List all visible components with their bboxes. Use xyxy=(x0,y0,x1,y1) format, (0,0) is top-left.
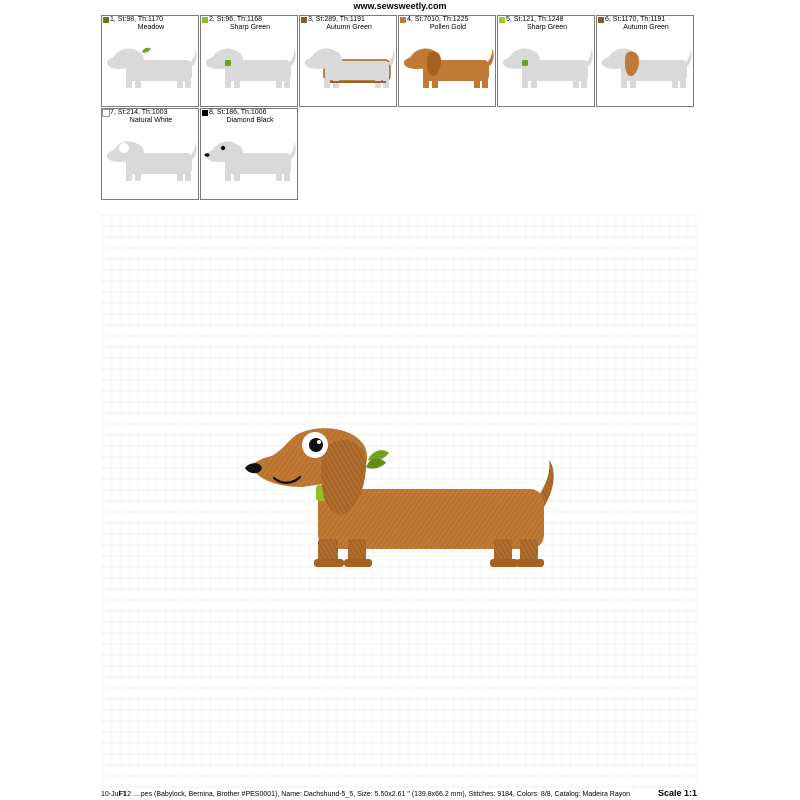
mini-tail xyxy=(586,48,593,66)
mini-leg xyxy=(276,78,282,88)
thread-name: Natural White xyxy=(129,117,173,124)
color-swatch xyxy=(202,17,208,23)
color-stop-cell xyxy=(200,108,298,200)
color-swatch xyxy=(103,110,109,116)
mini-leg xyxy=(185,171,191,181)
mini-leg xyxy=(680,78,686,88)
mini-leg xyxy=(630,78,636,88)
mini-leg xyxy=(225,78,231,88)
mini-tail xyxy=(685,48,692,66)
stop-info: 2, St:96, Th:1168 xyxy=(209,16,263,23)
mini-leg xyxy=(573,78,579,88)
color-swatch xyxy=(103,17,109,23)
color-stop-cell xyxy=(200,15,298,107)
mini-leg xyxy=(177,78,183,88)
mini-leg xyxy=(225,171,231,181)
site-header: www.sewsweetly.com xyxy=(353,1,447,11)
color-stop-cell xyxy=(101,108,199,200)
stop-info: 1, St:98, Th:1170 xyxy=(110,16,164,23)
mini-leg xyxy=(126,78,132,88)
mini-nose xyxy=(204,153,209,157)
color-swatch xyxy=(598,17,604,23)
mini-leg xyxy=(531,78,537,88)
footer-scale: Scale 1:1 xyxy=(657,790,697,798)
mini-tail xyxy=(289,141,296,159)
mini-tail xyxy=(487,48,494,66)
color-stop-cell xyxy=(497,15,595,107)
thread-name: Sharp Green xyxy=(526,24,568,31)
stop-info: 3, St:289, Th:1191 xyxy=(308,16,365,23)
color-swatch xyxy=(400,17,406,23)
mini-collar xyxy=(522,60,528,66)
color-swatch xyxy=(202,110,208,116)
color-swatch xyxy=(301,17,307,23)
thread-name: Autumn Green xyxy=(623,24,669,31)
footer-date: 10-Jul-1 xyxy=(101,791,127,798)
mini-leg xyxy=(276,171,282,181)
stop-info: 8, St:186, Th:1006 xyxy=(209,109,267,116)
color-stop-cell xyxy=(101,15,199,107)
mini-leg xyxy=(522,78,528,88)
mini-leg xyxy=(135,78,141,88)
mini-leg xyxy=(135,171,141,181)
mini-leg xyxy=(672,78,678,88)
mini-leg xyxy=(284,171,290,181)
mini-leg xyxy=(234,171,240,181)
color-swatch xyxy=(499,17,505,23)
mini-leg xyxy=(284,78,290,88)
stop-info: 6, St:1170, Th:1191 xyxy=(605,16,666,23)
mini-eye-white xyxy=(119,143,129,153)
dachshund-embroidery-preview xyxy=(240,415,570,585)
stop-info: 7, St:214, Th:1003 xyxy=(110,109,168,116)
mini-leg xyxy=(423,78,429,88)
paw xyxy=(344,559,372,567)
mini-leg xyxy=(621,78,627,88)
color-stop-cell xyxy=(398,15,496,107)
mini-tail xyxy=(190,141,197,159)
footer-details: F12 ....pes (Babylock, Bernina, Brother #PES0001), Name: Dachshund-5_5, Size: 5.50x2.61 " (139.8x66.2 mm), Stitches: 9184, Colors: 8/8, Catalog: Madeira Rayon xyxy=(119,791,631,798)
paw xyxy=(490,559,518,567)
thread-name: Sharp Green xyxy=(229,24,271,31)
mini-tail xyxy=(190,48,197,66)
thread-name: Meadow xyxy=(137,24,165,31)
stop-info: 4, St:7010, Th:1225 xyxy=(407,16,469,23)
color-stop-cell xyxy=(596,15,694,107)
paw xyxy=(314,559,344,567)
stop-info: 5, St:121, Th:1248 xyxy=(506,16,564,23)
mini-leg xyxy=(185,78,191,88)
thread-name: Diamond Black xyxy=(226,117,274,124)
mini-tail xyxy=(289,48,296,66)
paw xyxy=(516,559,544,567)
mini-leg xyxy=(482,78,488,88)
eye-shine xyxy=(317,440,321,444)
mini-collar xyxy=(225,60,231,66)
mini-leg xyxy=(474,78,480,88)
mini-leg xyxy=(177,171,183,181)
color-stop-grid xyxy=(101,15,697,201)
color-stop-cell xyxy=(299,15,397,107)
mini-leg xyxy=(234,78,240,88)
leaf-icon xyxy=(142,48,151,53)
footer-bar xyxy=(101,790,697,800)
mini-leg xyxy=(126,171,132,181)
mini-eye-pupil xyxy=(221,146,225,150)
mini-leg xyxy=(324,78,330,88)
eye-pupil xyxy=(309,438,323,452)
mini-leg xyxy=(581,78,587,88)
mini-leg xyxy=(432,78,438,88)
thread-name: Autumn Green xyxy=(326,24,372,31)
mini-tail xyxy=(388,48,395,66)
thread-name: Pollen Gold xyxy=(429,24,467,31)
